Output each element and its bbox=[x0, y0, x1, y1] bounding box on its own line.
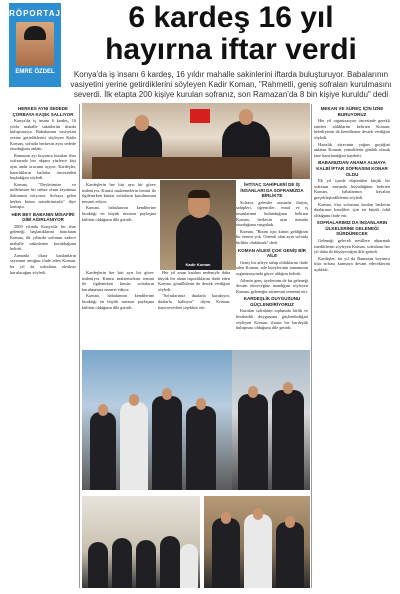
headline-line2: hayırna iftar verdi bbox=[105, 33, 357, 66]
person-head bbox=[98, 404, 108, 416]
column3-paragraph: Her yıl artan katılım nedeniyle daha büyük bir alana taşındıklarını ifade eden Koman, gönüllülerin de destek verdiğini söyledi. bbox=[158, 270, 230, 292]
column4-paragraph: Ailenin genç üyelerinin de bu geleneği devam ettireceğine inandığını söyleyen Koman, geleneğin sürmesini temenni etti. bbox=[236, 277, 308, 294]
column-5 bbox=[314, 104, 390, 514]
person-figure bbox=[160, 536, 180, 588]
flag-shape bbox=[190, 109, 210, 123]
person-figure bbox=[272, 390, 304, 490]
kadir-koman-photo bbox=[160, 180, 236, 270]
person-face bbox=[135, 115, 149, 131]
column3-paragraph: "Sofralarımız dualarla kuruluyor, dualarla kalkıyor" diyen Koman, hayırseverlere teşekkür etti. bbox=[158, 293, 230, 310]
person-figure bbox=[186, 406, 216, 490]
section-label: RÖPORTAJ bbox=[9, 9, 61, 18]
column4-paragraph: Sofraya gelenler arasında ihtiyaç sahipleri, öğrenciler, esnaf ve iş insanlarının bulunduğunu belirten Koman, herkesin aynı masada oturduğunu vurguladı. bbox=[236, 199, 308, 228]
column1-paragraph: Konya'da iş insanı 6 kardeş, 16 yıldır mahalle sakinlerini iftarda buluşturuyor. Babalarının vasiyetini yerine getirdiklerini söyleyen Kadir Koman, sofrada herkesin aynı sedede oturduğunu anlattı. bbox=[10, 118, 76, 152]
person-figure bbox=[238, 394, 268, 490]
column-2 bbox=[82, 270, 154, 350]
author-portrait bbox=[16, 22, 54, 66]
column1-subhead2: HER BEY BABANIN MİSAFİRİ GİBİ AĞIRLANIYOR bbox=[11, 211, 75, 223]
person-figure bbox=[244, 514, 272, 588]
office-photo bbox=[82, 103, 310, 179]
person-head bbox=[283, 382, 293, 394]
column5-paragraph: Hazırlık sürecinin yoğun geçtiğini anlatan Koman, yemeklerin günlük olarak taze hazırlandığını kaydetti. bbox=[314, 141, 390, 158]
column4-paragraph: Geniş bir aileye sahip olduklarını ifade eden Koman, aile bireylerinin tamamının organizasyonda görev aldığını belirtti. bbox=[236, 259, 308, 276]
person-figure bbox=[88, 542, 108, 588]
person-figure bbox=[152, 396, 182, 490]
person-head bbox=[253, 508, 263, 520]
column1-paragraph: 2009 yılında Konya'da bir iftar geleneği başlattıklarını hatırlatan Koman, ilk yıllarda sofranın sadece mahalle sakinlerine kurulduğunu belirtti. bbox=[10, 223, 76, 252]
column4-paragraph: Kurulan sofraların toplumda birlik ve beraberlik duygusunu güçlendirdiğini söyleyen Koman, iftarın bir kardeşlik buluşması olduğunu dile getirdi. bbox=[236, 308, 308, 331]
person-head bbox=[196, 398, 206, 410]
person-figure bbox=[120, 402, 148, 490]
group-photo-seated bbox=[82, 496, 200, 588]
person-figure bbox=[136, 540, 156, 588]
person-head bbox=[221, 512, 231, 524]
person-face bbox=[239, 109, 253, 125]
headline bbox=[66, 2, 396, 66]
column5-paragraph: Koman, iftar sofrasına katılan herkesin dualarının kendileri için en büyük ödül olduğunu ifade etti. bbox=[314, 201, 390, 218]
person-head bbox=[285, 516, 295, 528]
column5-subhead3: SOFRALARIMIZ DA İNSANLARIN ÜLKELERİNE GELENEĞİ SÜRDÜRECEK bbox=[316, 220, 388, 237]
column4-paragraph: Koman, "Bizim için kimin geldiğinin bir önemi yok. Önemli olan aynı sofrada birlikte olabilmek" dedi. bbox=[236, 228, 308, 245]
column-divider bbox=[311, 104, 312, 588]
person-figure bbox=[90, 412, 116, 490]
column1-paragraph: Koman, "Devletimize ve milletimize bir nebze olsun faydamız dokunsun istiyoruz. Sofraya gelen herkes bizim misafirimizdir" diye konuştu. bbox=[10, 181, 76, 210]
column2-paragraph: Kardeşlerin her biri ayrı bir görev üstleniyor. Kimisi malzemelerin temini ile ilgilenirken kimisi sofraların kurulmasına nezaret ediyor. bbox=[82, 270, 154, 292]
person-head bbox=[162, 388, 172, 400]
column1-paragraph: Ramazan ayı boyunca kurulan iftar sofrasında her akşam yüzlerce kişi aynı anda orucunu açıyor. Kardeşler, hazırlıkların haftalar öncesinden başladığını söyledi. bbox=[10, 152, 76, 181]
column2-paragraph: Kardeşlerin her biri ayrı bir görev üstleniyor. Kimisi malzemelerin temini ile ilgilenirken kimisi sofraların kurulmasına nezaret ediyor. bbox=[82, 182, 156, 204]
column5-paragraph: Her yıl organizasyon öncesinde gerekli izinleri aldıklarını belirten Koman, belediyenin de kendilerine destek verdiğini söyledi. bbox=[314, 118, 390, 140]
column-divider bbox=[79, 104, 80, 588]
roportaj-badge bbox=[9, 3, 61, 87]
column-3 bbox=[158, 270, 230, 350]
person-hair bbox=[188, 190, 210, 198]
person-figure bbox=[276, 522, 304, 588]
person-figure bbox=[180, 544, 198, 588]
desk-shape bbox=[92, 157, 292, 179]
column2-paragraph: Koman, babalarının kendilerine bıraktığı en büyük mirasın paylaşma kültürü olduğunu dile getirdi. bbox=[82, 293, 154, 310]
column4-subhead2: KOMAN AİLESİ ÇOK GENİŞ BİR AİLE bbox=[237, 247, 307, 259]
column5-paragraph: Geleneği gelecek nesillere aktarmak istediklerini söyleyen Koman, sofraların her yıl daha da büyüyeceğini dile getirdi. bbox=[314, 238, 390, 255]
author-name: EMRE ÖZDEL bbox=[15, 69, 55, 75]
column5-paragraph: Kardeşler, bu yıl da Ramazan boyunca iftar sofrası kurmaya devam edeceklerini açıkladı. bbox=[314, 255, 390, 273]
headline-line1: 6 kardeş 16 yıl bbox=[128, 1, 334, 34]
column-2-top bbox=[82, 182, 156, 268]
person-figure bbox=[112, 538, 132, 588]
deck-text: Konya'da iş insanı 6 kardeş, 16 yıldır mahalle sakinlerini iftarda buluşturuyor. Babalarının vasiyetini yerine getirdiklerini söyleyen Kadir Koman, "Rahmetli, geniş sofraları kurulmasını severdi. İlk etapta 200 kişiye kurulan sofranız, son Ramazan'da 8 bin kişiye kuruldu" dedi bbox=[70, 70, 392, 99]
column4-subhead: İHTİYAÇ SAHİPLERİ DE İŞ İNSANLARI DA SOFRAMIZDA BİRLİKTE bbox=[240, 182, 304, 199]
photo-caption: Kadir Koman bbox=[185, 262, 211, 267]
group-photo-men bbox=[232, 350, 310, 490]
column2-paragraph: Koman, babalarının kendilerine bıraktığı en büyük mirasın paylaşma kültürü olduğunu dile getirdi. bbox=[82, 205, 156, 222]
column4-subhead3: KARDEŞLİK DUYGUSUNU GÜÇLENDİRİYORUZ bbox=[243, 296, 301, 307]
group-photo-elders bbox=[204, 496, 310, 588]
column-1 bbox=[10, 104, 76, 584]
column1-subhead: HERKES AYNI SEDEDE ÇORBAYA KAŞIK SALLIYOR bbox=[12, 106, 74, 117]
column5-subhead: MEKAN VE SÜREÇ İÇİN İZNE BURUYORUZ bbox=[320, 106, 384, 117]
column5-subhead2: BABAMIZDAN ANAMA ALMAYA KALBİ İFTAR SOFRASINI KONAR OLDU bbox=[316, 160, 388, 177]
person-head bbox=[248, 386, 258, 398]
column1-paragraph: Zamanla iftara katılanların sayısının arttığını ifade eden Koman, bu yıl da sofraların eksiksiz kurulacağını söyledi. bbox=[10, 252, 76, 275]
group-photo-outdoor bbox=[82, 350, 232, 490]
person-figure bbox=[212, 518, 240, 588]
column5-paragraph: İlk yıl içinde düşünülen küçük bir sofranın zamanla büyüdüğünü belirten Koman, babalarının hayalini gerçekleştirdiklerini söyledi. bbox=[314, 178, 390, 200]
person-head bbox=[129, 394, 139, 406]
